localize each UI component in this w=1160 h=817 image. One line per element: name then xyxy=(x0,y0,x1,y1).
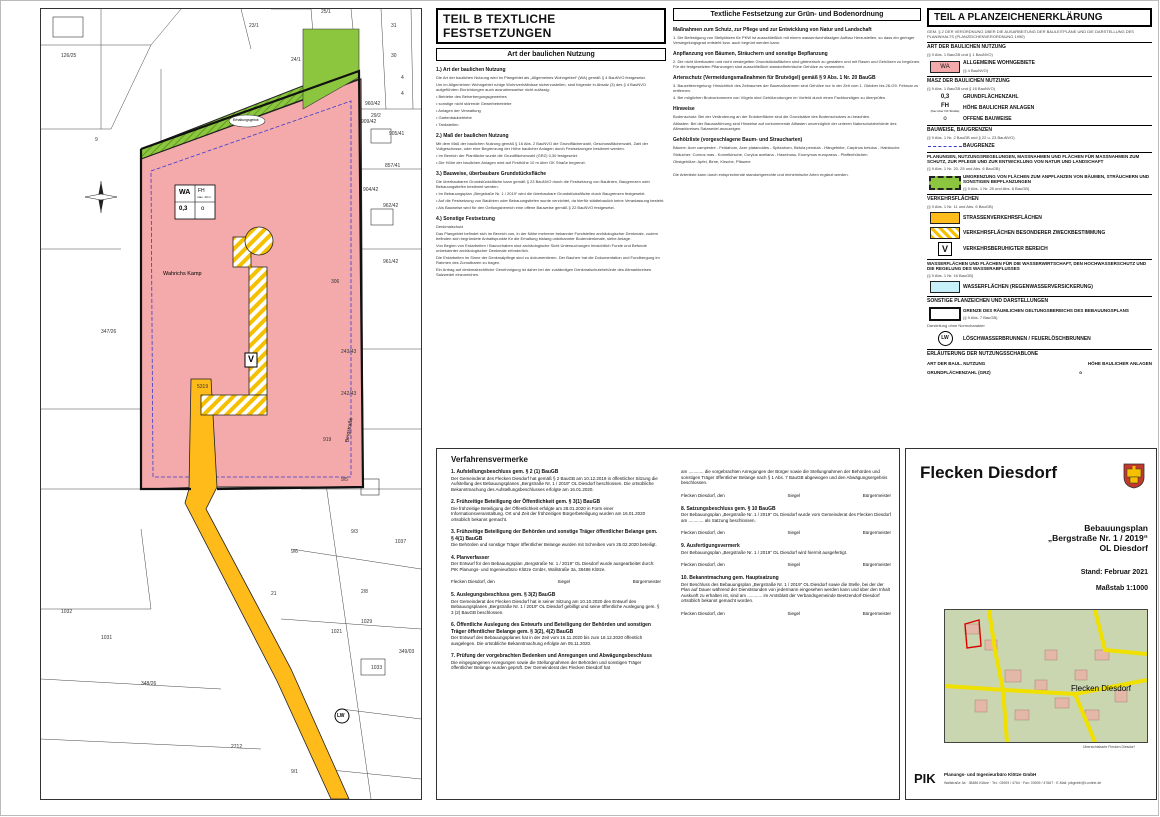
gruen-column xyxy=(673,8,921,438)
grz-label: GRUNDFLÄCHENZAHL xyxy=(963,94,1019,100)
wa-fh-label: FH xyxy=(198,188,205,194)
verfahren-item-number: 1. xyxy=(451,469,456,475)
pik-logo: PIK xyxy=(914,771,936,786)
teil-b-section-text: • Die Höhe der baulichen Anlagen wird auf Firsthöhe 10 m über OK Straße begrenzt. xyxy=(436,160,586,165)
signature-seal: Siegel xyxy=(787,492,801,498)
signature-line xyxy=(681,611,891,616)
erlaeuterung-row-1 xyxy=(927,361,1152,366)
planung-heading: PLANUNGEN, NUTZUNGSREGELUNGEN, MASSNAHMEN UND FLÄCHEN FÜR MASSNAHMEN ZUM SCHUTZ, ZUR PFLEGE UND ZUR ENTWICKLUNG VON NATUR UND LANDSCHAFT xyxy=(927,152,1152,164)
wa-item: ALLGEMEINE WOHNGEBIETE xyxy=(963,60,1035,66)
legend-bauweise xyxy=(927,116,1152,122)
wasser-label: WASSERFLÄCHEN (REGENWASSERVERSICKERUNG) xyxy=(963,284,1093,290)
hatched-road-lower xyxy=(201,395,267,415)
strasse-swatch xyxy=(930,212,960,224)
teil-b-section-text: Um im Allgemeinen Wohngebiet ruhige Wohnverhältnisse sicherzustellen, sind folgende in Absatz (3) des § 4 BauNVO aufgeführten Einrichtungen auch ausnahmsweise nicht zulässig: xyxy=(436,82,646,92)
parcel-label: 29/2 xyxy=(371,113,381,119)
gruen-section-text: Altlasten: Bei der Bauausführung sind Hinweise auf vorkommende Altlasten unverzüglich der unteren Naturschutzbehörde des Altmarkkreises Salzwedel anzuzeigen. xyxy=(673,121,897,131)
overview-map-drawing xyxy=(945,610,1147,742)
teil-b-section-text: Mit dem Maß der baulichen Nutzung gemäß § 16 Abs. 2 BauNVO die Grundflächenzahl, Geschossflächenzahl, Zahl der Vollgeschosse, oder eine Begrenzung der Höhe baulicher Anlagen durch Festsetzungen bestimmt werden. xyxy=(436,141,649,151)
besonders-label: VERKEHRSFLÄCHEN BESONDERER ZWECKBESTIMMUNG xyxy=(963,230,1106,236)
verfahren-item xyxy=(451,529,661,548)
bauweise-note: (§ 9 Abs. 1 Nr. 2 BauGB und § 22 u. 23 BauNVO) xyxy=(927,135,1015,140)
parcel-label: 23/1 xyxy=(249,23,259,29)
verfahren-item-text: Der Bebauungsplan „Bergstraße Nr. 1 / 2019“ OL Diesdorf wurde vom Gemeinderat des Flecken Diesdorf am ............ als Satzung beschlossen. xyxy=(681,512,891,523)
verfahren-item-text: Der Bebauungsplan „Bergstraße Nr. 1 / 2019“ OL Diesdorf wird hiermit ausgefertigt. xyxy=(681,549,848,555)
verfahren-item xyxy=(681,469,891,486)
verfahren-item-number: 2. xyxy=(451,499,456,505)
verfahren-item-heading xyxy=(451,529,661,542)
verfahren-item xyxy=(451,499,661,522)
legend-wasser xyxy=(927,281,1152,293)
teil-b-title: TEIL B TEXTLICHE FESTSETZUNGEN xyxy=(436,8,666,44)
gruen-section-heading: Hinweise xyxy=(673,106,695,112)
verfahren-item-title: Frühzeitige Beteiligung der Behörden und sonstige Träger öffentlicher Belange gem. § 4(1) BauGB xyxy=(451,529,658,542)
verfahren-item-number: 5. xyxy=(451,592,456,598)
gruen-section-text: 4. Bei möglichen Brutvorkommen von Vögeln sind Gehölzrodungen im Vorfeld durch einen Fachkundigen zu überprüfen. xyxy=(673,95,887,100)
gruen-section-text: Sträucher: Cornus mas - Kornelkirsche, Corylus avellana - Haselnuss, Euonymus europaeus - Pfaffenhütchen xyxy=(673,152,868,157)
teil-b-section-text: Die Art der baulichen Nutzung wird im Plangebiet als „Allgemeines Wohngebiet“ (WA) gemäß § 4 BauNVO festgesetzt. xyxy=(436,75,646,80)
parcel-label: 4 xyxy=(401,75,404,81)
gruen-section-text: Bäume: Acer campestre - Feldahorn, Acer platanoides - Spitzahorn, Betula pendula - Hängebirke, Carpinus betulus - Hainbuche xyxy=(673,145,900,150)
wasser-swatch xyxy=(930,281,960,293)
erl-bauweise: o xyxy=(1079,370,1082,375)
lw-label: LW xyxy=(337,713,345,719)
teil-b-sections xyxy=(436,67,666,277)
signature-seal: Siegel xyxy=(557,579,571,584)
wa-fh-note: max. 10 m xyxy=(197,195,212,199)
verfahren-item-text: Die Behörden und sonstige Träger öffentlicher Belange wurden mit Schreiben vom 25.02.2020 beteiligt. xyxy=(451,542,657,547)
street-label: Bergstraße xyxy=(344,417,355,443)
fh-value: FH xyxy=(941,103,949,109)
gruen-sections xyxy=(673,27,921,164)
sonstige-heading: SONSTIGE PLANZEICHEN UND DARSTELLUNGEN xyxy=(927,296,1152,304)
erl-art: ART DER BAUL. NUTZUNG xyxy=(927,361,986,366)
planung-note: (§ 9 Abs. 1 Nr. 20, 25 und Abs. 6 BauGB) xyxy=(927,166,1000,171)
gruen-section-text: Obstgehölze: Apfel, Birne, Kirsche, Pflaume xyxy=(673,159,751,164)
o-value: o xyxy=(943,116,947,122)
grenze-note: (§ 9 Abs. 7 BauGB) xyxy=(963,315,998,320)
parcel-label: 905/41 xyxy=(389,131,405,137)
gruen-section-text: Bodenschutz: Bei der Veränderung an der Erdoberfläche sind die Grundsätze des Bodenschutzes zu beachten. xyxy=(673,114,871,119)
v-label: V xyxy=(248,354,255,364)
umgrenzung-swatch xyxy=(929,176,961,190)
umgrenzung-label: UMGRENZUNG VON FLÄCHEN ZUM ANPFLANZEN VON BÄUMEN, STRÄUCHERN UND SONSTIGEN BEPFLANZUNGEN xyxy=(963,174,1150,184)
teil-b-section-text: Das Plangebiet befindet sich im Bereich von, in der Nähe mehrerer bekannter Fundstellen archäologischer Denkmale, zudem befinden sich begründete Anhaltspunkte für die Erhaltung bislang unbekannter Bodendenkmale, siehe Anlage. xyxy=(436,231,658,241)
signature-seal: Siegel xyxy=(787,610,801,616)
overview-place-label: Flecken Diesdorf xyxy=(1071,684,1132,693)
signature-place: Flecken Diesdorf, den xyxy=(681,562,725,567)
verfahren-item-title: Öffentliche Auslegung des Entwurfs und Beteiligung der Behörden und sonstigen Träger öffentlicher Belange gem. § 3(2), 4(2) BauGB xyxy=(451,622,651,635)
signature-mayor: Bürgermeister xyxy=(862,492,891,498)
teil-b-section-text: • Tankstellen xyxy=(436,122,459,127)
verfahren-item-text: Die eingegangenen Anregungen sowie die Stellungnahmen der Behörden und sonstigen Träger öffentlicher Belange wurden geprüft. Der Gemeinderat des Flecken Diesdorf hat xyxy=(451,659,642,670)
parcel-label: 9/5 xyxy=(341,477,348,483)
verfahren-item-number: 6. xyxy=(451,622,456,628)
loesch-label: LÖSCHWASSERBRUNNEN / FEUERLÖSCHBRUNNEN xyxy=(963,335,1091,342)
signature-place: Flecken Diesdorf, den xyxy=(451,579,495,584)
parcel-label: 1031 xyxy=(101,635,113,641)
art-heading: ART DER BAULICHEN NUTZUNG xyxy=(927,42,1152,50)
place-label: Wahrichs Kamp xyxy=(163,271,202,277)
parcel-label: 2712 xyxy=(231,744,243,750)
signature-mayor: Bürgermeister xyxy=(862,562,891,567)
legend-umgrenzung xyxy=(927,174,1152,191)
parcel-label: 242/43 xyxy=(341,391,357,397)
verfahrensvermerke-panel xyxy=(436,448,900,800)
erl-hoehe: HÖHE BAULICHER ANLAGEN xyxy=(1087,361,1152,366)
parcel-label: 1033 xyxy=(371,665,383,671)
teil-b-section-text: Ein Antrag auf denkmalrechtliche Genehmigung ist daher bei der zuständigen Denkmalschutzbehörde des Altmarkkreises Salzwedel einzureichen. xyxy=(436,267,652,277)
grenze-label: GRENZE DES RÄUMLICHEN GELTUNGSBEREICHS DES BEBAUUNGSPLANS xyxy=(963,308,1129,313)
gruen-section-heading: Gehölzliste (vorgeschlagene Baum- und Straucharten) xyxy=(673,137,803,143)
parcel-label: 5319 xyxy=(197,384,209,390)
wasser-heading: WASSERFLÄCHEN UND FLÄCHEN FÜR DIE WASSERWIRTSCHAFT, DEN HOCHWASSERSCHUTZ UND DIE REGELUNG DES WASSERABFLUSSES xyxy=(927,259,1152,271)
north-arrow xyxy=(85,181,117,213)
teil-b-section-heading: 1.) Art der baulichen Nutzung xyxy=(436,67,506,73)
teil-b-section-text: • Betriebe des Beherbergungsgewerbes xyxy=(436,94,507,99)
overview-map[interactable] xyxy=(944,609,1148,743)
parcel-label: 348/26 xyxy=(141,681,157,687)
teil-b-section-heading: 4.) Sonstige Festsetzung xyxy=(436,216,495,222)
mass-note: (§ 9 Abs. 1 BauGB und § 16 BauNVO) xyxy=(927,86,996,91)
gruen-section-heading: Maßnahmen zum Schutz, zur Pflege und zur Entwicklung von Natur und Landschaft xyxy=(673,27,872,33)
verfahren-item xyxy=(451,592,661,615)
erl-grz: GRUNDFLÄCHENZAHL (GRZ) xyxy=(927,370,991,375)
legend-grz xyxy=(927,94,1152,100)
gruen-section-heading: Artenschutz (Vermeidungsmaßnahmen für Brutvögel) gemäß § 9 Abs. 1 Nr. 20 BauGB xyxy=(673,75,876,81)
parcel-label: 962/42 xyxy=(383,203,399,209)
map-drawing xyxy=(41,9,421,799)
plan-title xyxy=(1048,523,1148,553)
municipality-name: Flecken Diesdorf xyxy=(920,463,1057,482)
grz-value: 0,3 xyxy=(940,94,950,100)
parcel-label: 30 xyxy=(391,53,397,59)
gruen-section-heading: Anpflanzung von Bäumen, Sträuchern und sonstige Bepflanzung xyxy=(673,51,828,57)
verfahren-item-title: Ausfertigungsvermerk xyxy=(686,543,740,549)
parcel-label: 347/26 xyxy=(101,329,117,335)
umgrenzung-note: (§ 9 Abs. 1 Nr. 25 und Abs. 6 BauGB) xyxy=(963,186,1030,191)
grenze-swatch xyxy=(929,307,961,321)
teil-b-section-text: • Im Bereich der Planfläche wurde die Grundflächenzahl (GRZ) 0,30 festgesetzt. xyxy=(436,153,578,158)
parcel-label: 31 xyxy=(391,23,397,29)
verfahren-item-title: Aufstellungsbeschluss gem. § 2 (1) BauGB xyxy=(456,469,559,475)
signature-mayor: Bürgermeister xyxy=(632,579,661,584)
teil-b-section-text: Denkmalschutz xyxy=(436,224,464,229)
overview-caption: Übersichtskarte Flecken Diesdorf xyxy=(1083,745,1135,749)
signature-place: Flecken Diesdorf, den xyxy=(681,530,725,535)
teil-a-note: GEM. § 2 DER VERORDNUNG ÜBER DIE AUSARBEITUNG DER BAULEITPLÄNE UND DIE DARSTELLUNG DES PLANINHALTS (PLANZEICHENVERORDNUNG 1990) xyxy=(927,29,1134,39)
parcel-label: 9/3 xyxy=(351,529,358,535)
legend-besonders xyxy=(927,227,1152,239)
teil-a-column xyxy=(927,8,1152,438)
legend-verkehrsberuhigt xyxy=(927,242,1152,256)
verkehr-heading: VERKEHRSFLÄCHEN xyxy=(927,194,1152,202)
site-plan-map[interactable] xyxy=(40,8,422,800)
parcel-label: 1037 xyxy=(395,539,407,545)
verfahren-item-number: 9. xyxy=(681,543,686,549)
verfahren-item-text: am ............ die vorgebrachten Anregungen der Bürger sowie die Stellungnahmen der Behörden und sonstigen Träger öffentlicher Belange nach § 1 Abs. 7 BauGB abgewogen und den Abwägungsergebnis beschlossen. xyxy=(681,469,888,485)
verfahren-item-number: 4. xyxy=(451,554,456,561)
parcel-label: 1021 xyxy=(331,629,343,635)
erlaeuterung-row-2 xyxy=(927,370,1152,375)
verfahren-item-title: Satzungsbeschluss gem. § 10 BauGB xyxy=(686,505,776,512)
signature-mayor: Bürgermeister xyxy=(862,530,891,535)
teil-b-section-text: • sonstige nicht störende Gewerbebetriebe xyxy=(436,101,512,106)
baugrenze-swatch xyxy=(928,146,962,147)
verfahren-right-column xyxy=(681,469,891,624)
parcel-label: 857/41 xyxy=(385,163,401,169)
lw-icon: LW xyxy=(938,331,953,346)
verfahren-item-title: Planverfasser xyxy=(456,554,490,561)
erlaeuterung-heading: ERLÄUTERUNG DER NUTZUNGSSCHABLONE xyxy=(927,349,1152,357)
parcel-label: 4 xyxy=(401,91,404,97)
teil-b-section-heading: 3.) Bauweise, überbaubare Grundstücksfläche xyxy=(436,171,547,177)
signature-place: Flecken Diesdorf, den xyxy=(681,610,725,616)
signature-mayor: Bürgermeister xyxy=(862,610,891,616)
signature-line xyxy=(451,579,661,584)
teil-b-section-text: • Im Bebauungsplan „Bergstraße Nr. 1 / 2019“ wird die überbaubare Grundstücksfläche durch Baugrenzen festgesetzt. xyxy=(436,191,646,196)
plan-date: Stand: Februar 2021 xyxy=(1080,569,1148,576)
o-label: OFFENE BAUWEISE xyxy=(963,116,1012,122)
verfahren-item-title: Prüfung der vorgebrachten Bedenken und Anregungen und Abwägungsbeschluss xyxy=(456,653,652,659)
teil-b-column xyxy=(436,8,666,438)
bauweise-heading: BAUWEISE, BAUGRENZEN xyxy=(927,125,1152,133)
signature-line xyxy=(681,493,891,498)
gruen-section-text: 1. Die Befestigung von Stellplätzen für PKW ist ausschließlich mit einem wasserdurchlässigen Aufbau Herzustellen, so dass ein geringer Versiegelungsgrad entsteht bzw. auch begrünt werden kann. xyxy=(673,35,915,45)
signature-seal: Siegel xyxy=(787,562,801,567)
teil-b-section-text: Von Beginn von Erdarbeiten / Bauvorhaben sind archäologische Sicht Untersuchungen hinsichtlich Funde und Befunde unbekannter archäologischer Denkmale erforderlich. xyxy=(436,243,647,253)
verfahren-item xyxy=(681,506,891,524)
parcel-label: 919 xyxy=(323,437,332,443)
verfahren-item-text: Der Beschluss des Bebauungsplan „Bergstraße Nr. 1 / 2019“ OL Diesdorf sowie die Stelle, bei der der Plan auf Dauer während der Dienststunden von jedermann eingesehen werden kann und über den Inhalt Auskunft zu erhalten ist, sind am ............ im Amtsblatt der Verbandsgemeinde Beetzendorf-Diesdorf ortsüblich bekannt gemacht worden. xyxy=(681,581,890,603)
wa-label: WA xyxy=(179,189,191,196)
teil-b-section-text: Die überbaubaren Grundstücksfläche kann gemäß § 23 BauNVO durch die Festsetzung von Baulinien, Baugrenzen oder Bebauungstiefen bestimmt werden. xyxy=(436,179,650,189)
verfahren-item xyxy=(451,469,661,492)
teil-b-section-text: • Auf die Festsetzung von Baulinien oder Bebauungstiefen wurde verzichtet, da hierfür städtebaulich keine Veranlassung besteht. xyxy=(436,198,665,203)
verfahren-item xyxy=(451,653,661,671)
signature-line xyxy=(681,562,891,567)
plan-type: Bebauungsplan xyxy=(1084,523,1148,533)
fh-label: HÖHE BAULICHER ANLAGEN xyxy=(963,105,1035,111)
art-note: (§ 9 Abs. 1 BauGB und § 1 BauNVO) xyxy=(927,52,993,57)
verfahren-item xyxy=(681,543,891,555)
verfahren-title: Verfahrensvermerke xyxy=(451,455,528,464)
teil-b-section-text: Die Erdarbeiten im Sinne der Denkmalpflege sind zu dokumentieren. Der Bauherr hat die Dokumentation und Fundbergung im Rahmen des Zumutbaren zu tragen. xyxy=(436,255,660,265)
signature-seal: Siegel xyxy=(787,530,801,535)
verfahren-item-text: Der Entwurf für den Bebauungsplan „Bergstraße Nr. 1 / 2019“ OL Diesdorf wurde ausgearbeitet durch: PIK Planungs- und Ingenieurbüro Klötze GmbH, Wallstraße 3a, 38486 Klötze. xyxy=(451,561,655,572)
parcel-label: 25/1 xyxy=(321,9,331,15)
verkehrsberuhigt-label: VERKEHRSBERUHIGTER BEREICH xyxy=(963,246,1048,252)
signature-place: Flecken Diesdorf, den xyxy=(681,492,725,498)
strasse-label: STRASSENVERKEHRSFLÄCHEN xyxy=(963,215,1042,221)
verfahren-item-heading xyxy=(451,622,661,635)
verfahren-item-text: Der Gemeinderat des Flecken Diesdorf hat in seiner Sitzung am 10.10.2020 den Entwurf des Bebauungsplanes „Bergstraße Nr. 1 / 2019“ OL Diesdorf gebilligt und seine öffentliche Auslegung gem. § 3 (2) BauGB beschlossen. xyxy=(451,598,660,615)
verfahren-item-number: 10. xyxy=(681,575,688,581)
verkehr-note: (§ 9 Abs. 1 Nr. 11 und Abs. 6 BauGB) xyxy=(927,204,993,209)
wa-item-note: (§ 4 BauNVO) xyxy=(963,68,989,73)
teil-b-section-text: • Als Bauweise wird für den Geltungsbereich eine offene Bauweise gemäß § 22 BauNVO festgesetzt. xyxy=(436,205,615,210)
legend-strasse xyxy=(927,212,1152,224)
legend-loesch xyxy=(927,331,1152,346)
parcel-label: 960/42 xyxy=(365,101,381,107)
parcel-label: 24/1 xyxy=(291,57,301,63)
verfahren-item xyxy=(681,575,891,604)
verfahren-item-text: Der Gemeinderat des Flecken Diesdorf hat gemäß § 2 BauGB am 10.12.2019 in öffentlicher Sitzung die Aufstellung des Bebauungsplanes „Bergstraße Nr. 1 / 2019“ OL Diesdorf beschlossen. Die ortsübliche Bekanntmachung des Aufstellungsbeschlusses erfolgte am 16.01.2020. xyxy=(451,475,658,492)
parcel-label: 9/6 xyxy=(291,549,298,555)
signature-line xyxy=(681,530,891,535)
pik-company-name: Planungs- und Ingenieurbüro Klötze GmbH xyxy=(944,772,1037,777)
verfahren-item-number: 7. xyxy=(451,653,456,659)
parcel-label: 909/42 xyxy=(361,119,377,125)
wa-bauweise: o xyxy=(201,206,205,212)
parcel-label: 306 xyxy=(331,279,340,285)
teil-a-title: TEIL A PLANZEICHENERKLÄRUNG xyxy=(927,8,1152,27)
verfahren-left-column xyxy=(451,469,661,678)
verfahren-item-heading xyxy=(451,653,661,660)
parcel-label: 349/03 xyxy=(399,649,415,655)
teil-b-section-heading: 2.) Maß der baulichen Nutzung xyxy=(436,133,509,139)
verfahren-item-title: Frühzeitige Beteiligung der Öffentlichkeit gem. § 3(1) BauGB xyxy=(456,499,601,505)
legend-grenze xyxy=(927,307,1152,321)
parcel-label: 21 xyxy=(271,591,277,597)
verfahren-item-text: Die frühzeitige Beteiligung der Öffentlichkeit erfolgte am 28.01.2020 in Form einer Informationsveranstaltung. Ort und Zeit der frühzeitigen Bürgerbeteiligung wurden am 16.01.2020 ortsüblich bekannt gemacht. xyxy=(451,505,646,522)
fh-note: (hier über OK Straße) xyxy=(930,109,960,113)
gruen-section-text: 2. Die nicht überbauten und nicht versiegelten Grundstücksflächen sind gärtnerisch zu gestalten und mit Rasen und Gehölzen zu begrünen. Für die festgesetzten Pflanzungen sind ausschließlich standortheimische Gehölze zu verwenden. xyxy=(673,59,921,69)
title-block xyxy=(905,448,1157,800)
parcel-label: 9/1 xyxy=(291,769,298,775)
parcel-label: 961/42 xyxy=(383,259,399,265)
plan-location: OL Diesdorf xyxy=(1099,543,1148,553)
parcel-label: 1032 xyxy=(61,609,73,615)
wa-grz: 0,3 xyxy=(179,206,188,212)
verfahren-item-number: 3. xyxy=(451,529,456,535)
parcel-label: 904/42 xyxy=(363,187,379,193)
teil-b-subtitle: Art der baulichen Nutzung xyxy=(436,48,666,61)
green-label: Erhaltungsgebot xyxy=(233,118,259,122)
verfahren-item xyxy=(451,622,661,646)
parcel-label: 9 xyxy=(95,137,98,143)
turning-circle xyxy=(245,227,273,255)
verfahren-item-text: Der Entwurf des Bebauungsplanes hat in der Zeit vom 16.11.2020 bis zum 18.12.2020 öffentlich ausgelegen. Die ortsübliche Bekanntmachung erfolgte am 05.11.2020. xyxy=(451,635,643,646)
mass-heading: MASZ DER BAULICHEN NUTZUNG xyxy=(927,76,1152,84)
teil-b-section-text: • Anlagen der Verwaltung xyxy=(436,108,481,113)
loesch-note: Darstellung ohne Normcharakter xyxy=(927,323,985,328)
verfahren-item-title: Auslegungsbeschluss gem. § 3(2) BauGB xyxy=(456,592,556,598)
verfahren-item xyxy=(451,555,661,573)
verfahren-item-title: Bekanntmachung gem. Hauptsatzung xyxy=(689,575,779,581)
baugrenze-label: BAUGRENZE xyxy=(963,143,995,149)
v-symbol: V xyxy=(938,242,952,256)
gruen-title: Textliche Festsetzung zur Grün- und Bodenordnung xyxy=(673,8,921,21)
pik-address: Wallstraße 3a · 38486 Klötze · Tel.: 03909 / 4764 · Fax: 03909 / 47667 · E-Mail: pikgmbh@t-online.de xyxy=(944,781,1102,785)
legend-baugrenze xyxy=(927,143,1152,149)
parcel-label: 243/43 xyxy=(341,349,357,355)
coat-of-arms-icon xyxy=(1123,463,1145,489)
legend-fh xyxy=(927,103,1152,113)
gruen-section-text: 3. Bauzeitenregelung: Hinsichtlich des Zeitraumes der Baumaßnahmen sind Gehölze nur in der Zeit vom 1. Oktober bis 28./29. Februar zu entfernen. xyxy=(673,83,919,93)
gruen-footer: Die Artenliste kann durch entsprechende standortgerechte und einheimische Arten ergänzt werden. xyxy=(673,172,849,177)
parcel-label: 2/8 xyxy=(361,589,368,595)
parcel-label: 126/25 xyxy=(61,53,77,59)
legend-wa xyxy=(927,60,1152,73)
plan-scale: Maßstab 1:1000 xyxy=(1095,585,1148,592)
verfahren-item-number: 8. xyxy=(681,505,686,512)
parcel-label: 1029 xyxy=(361,619,373,625)
plan-name: „Bergstraße Nr. 1 / 2019“ xyxy=(1047,533,1148,543)
besonders-swatch xyxy=(930,227,960,239)
wa-swatch: WA xyxy=(930,61,960,73)
wasser-note: (§ 9 Abs. 1 Nr. 16 BauGB) xyxy=(927,273,974,278)
teil-b-section-text: • Gartenbaubetriebe xyxy=(436,115,472,120)
